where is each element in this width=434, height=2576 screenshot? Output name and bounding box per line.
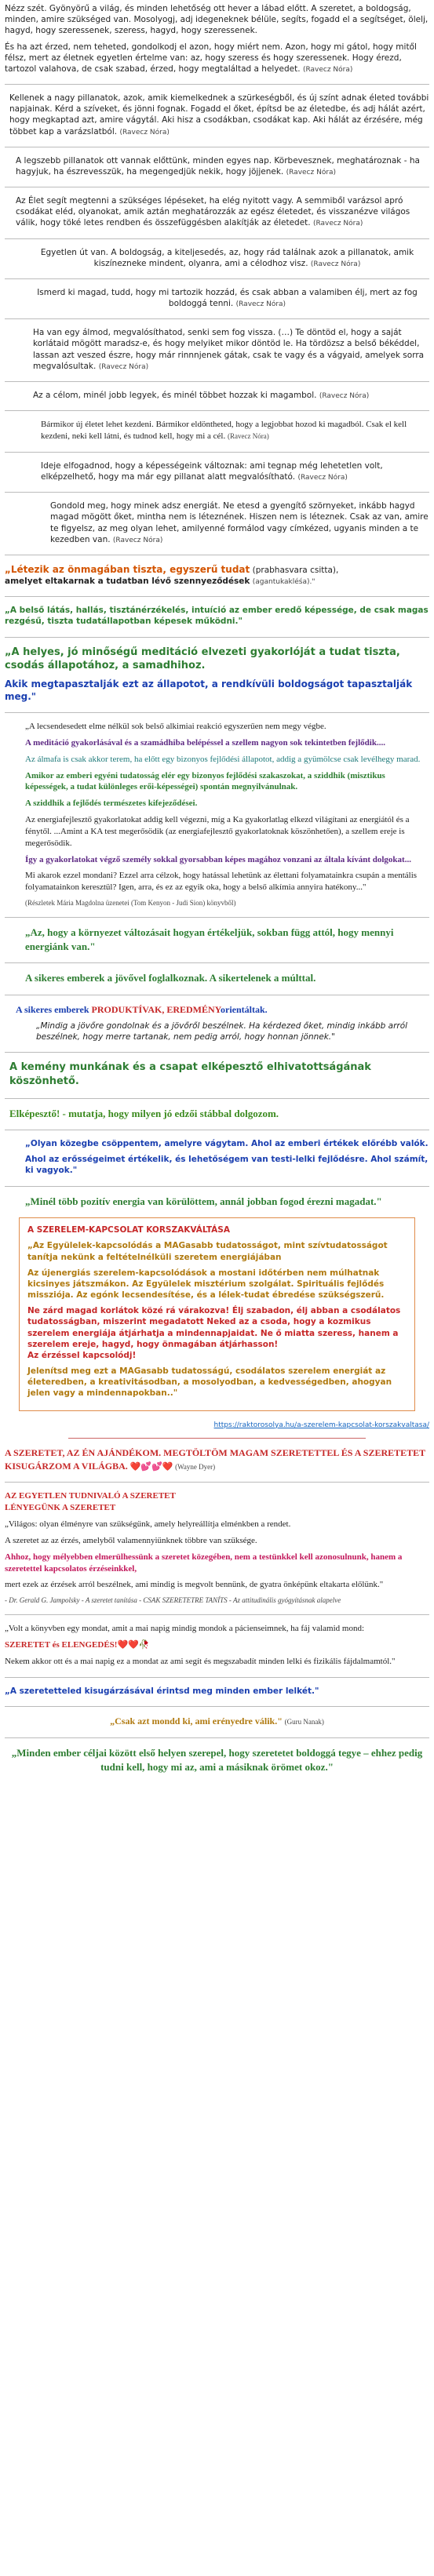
quote-productive bbox=[5, 1003, 429, 1043]
paragraph bbox=[5, 1639, 429, 1651]
paragraph: A sziddhik a fejlődés természetes kifejeződései. bbox=[25, 799, 198, 809]
paragraph-text: Az a célom, minél jobb legyek, és minél többet hozzak ki magambol. bbox=[33, 390, 317, 400]
paragraph bbox=[27, 1305, 407, 1361]
divider bbox=[5, 1482, 429, 1483]
quote-meditation bbox=[5, 646, 429, 703]
paragraph: A meditáció gyakorlásával és a szamádhiba belépéssel a szellem nagyon sok tekintetben fejlődik.... bbox=[25, 737, 385, 748]
section-3 bbox=[5, 155, 429, 177]
quote-inner-vision bbox=[5, 605, 429, 627]
quote-guru-nanak bbox=[5, 1715, 429, 1728]
paragraph bbox=[16, 155, 429, 177]
quote-amazing bbox=[5, 1107, 429, 1121]
section-7 bbox=[5, 327, 429, 372]
source-label: (Ravecz Nóra) bbox=[227, 431, 269, 440]
paragraph-text: Ismerd ki magad, tudd, hogy mi tartozik hozzád, és csak abban a valamiben élj, mert az fog boldoggá tenni. bbox=[37, 287, 418, 309]
box-title: A SZERELEM-KAPCSOLAT KORSZAKVÁLTÁSA bbox=[27, 1225, 230, 1235]
divider bbox=[5, 410, 429, 411]
love-relationship-box bbox=[19, 1217, 415, 1410]
quote-jampolsky bbox=[5, 1490, 429, 1605]
quote-text: „Mindig a jövőre gondolnak és a jövőről beszélnek. Ha kérdezed őket, mindig inkább arról beszélnek, hogy merre tartanak, nem pedig arról, hogy honnan jönnek." bbox=[36, 1021, 408, 1042]
source-link[interactable]: https://raktorosolya.hu/a-szerelem-kapcsolat-korszakvaltasa/ bbox=[213, 1421, 429, 1429]
source-label: (Wayne Dyer) bbox=[175, 1462, 216, 1471]
quote-community bbox=[5, 1138, 429, 1177]
divider bbox=[5, 238, 429, 239]
divider bbox=[5, 712, 429, 713]
source-label: (Ravecz Nóra) bbox=[312, 220, 363, 228]
paragraph bbox=[50, 500, 429, 545]
source-label: - Dr. Gerald G. Jampolsky - A szeretet tanítása - CSAK SZERETETRE TANÍTS - Az attitudinális gyógyításnak alapelve bbox=[5, 1596, 341, 1605]
paragraph bbox=[25, 247, 429, 269]
section-10 bbox=[5, 460, 429, 482]
paragraph: Nézz szét. Gyönyörű a világ, és minden lehetőség ott hever a lábad előtt. A szeretet, a boldogság, minden, amire szükséged van. Mosolyogj, adj idegeneknek bélüle, segíts, fogadd el a segítséget, ölelj, hagyd, hogy szeressenek, szeress, hagyd, hogy szeressenek. bbox=[5, 4, 429, 36]
paragraph bbox=[33, 390, 429, 401]
quote-energy bbox=[5, 926, 429, 953]
source-label: (Ravecz Nóra) bbox=[302, 65, 353, 74]
quote-text: Elképesztő! - mutatja, hogy milyen jó edzői stábbal dolgozom. bbox=[9, 1107, 279, 1119]
source-label: (Ravecz Nóra) bbox=[98, 362, 149, 371]
divider bbox=[5, 917, 429, 918]
source-label: (Guru Nanak) bbox=[284, 1718, 324, 1726]
quote-text: A sikeres emberek a jövővel foglalkoznak. A sikertelenek a múlttal. bbox=[25, 972, 316, 984]
paragraph: „Volt a könyvben egy mondat, amit a mai napig mindig mondok a pácienseimnek, ha fáj valamid mond: bbox=[5, 1624, 365, 1634]
section-8 bbox=[5, 390, 429, 401]
quote-text: „A helyes, jó minőségű meditáció elvezeti gyakorlóját a tudat tiszta, csodás állapotához, a samadhihoz. bbox=[5, 646, 400, 672]
paragraph-text: Az érzéssel kapcsolódj! bbox=[27, 1350, 137, 1360]
quote-radiate-love bbox=[5, 1686, 429, 1697]
quote-text: A sikeres emberek bbox=[16, 1003, 89, 1015]
paragraph-text: Ideje elfogadnod, hogy a képességeink változnak: ami tegnap még lehetetlen volt, elképzelhető, hogy ma már egy pillanat alatt megvalósítható. bbox=[41, 460, 383, 482]
divider bbox=[5, 381, 429, 382]
divider bbox=[5, 318, 429, 319]
divider bbox=[68, 1438, 366, 1439]
quote-text: „Létezik az önmagában tiszta, egyszerű tudat bbox=[5, 563, 250, 575]
quote-text: orientáltak. bbox=[221, 1003, 268, 1015]
divider bbox=[5, 1614, 429, 1615]
paragraph: Jelenítsd meg ezt a MAGasabb tudatosságú, csodálatos szerelem energiát az életeredben, a kreativitásodban, a mosolyodban, a kedvességedben, ahogyan jelen vagy a mindennapokban.." bbox=[27, 1366, 392, 1399]
hearts-icon: ❤️💕💕❤️ bbox=[129, 1461, 173, 1472]
paragraph-text: Bármikor új életet lehet kezdeni. Bármikor eldöntheted, hogy a legjobbat hozod ki magadból. Csak el kell kezdeni, neki kell látni, és tudnod kell, hogy mi a cél. bbox=[41, 420, 407, 441]
paragraph-text: Egyetlen út van. A boldogság, a kiteljesedés, az, hogy rád találnak azok a pillanatok, amik kiszínezneke mindent, olyanra, ami a célodhoz visz. bbox=[40, 247, 414, 268]
paragraph: „A lecsendesedett elme nélkül sok belső alkimiai reakció egyszerűen nem megy végbe. bbox=[25, 722, 326, 732]
section-1 bbox=[5, 3, 429, 75]
divider bbox=[5, 962, 429, 963]
quote-text: PRODUKTÍVAK, EREDMÉNY bbox=[91, 1003, 221, 1015]
heading: AZ EGYETLEN TUDNIVALÓ A SZERETET bbox=[5, 1491, 176, 1501]
source-label: (Ravecz Nóra) bbox=[112, 536, 163, 544]
source-label: (Ravecz Nóra) bbox=[235, 300, 286, 309]
paragraph bbox=[9, 93, 429, 137]
source-label: (Ravecz Nóra) bbox=[119, 128, 170, 136]
divider bbox=[5, 637, 429, 638]
paragraph-text: Ha van egy álmod, megvalósíthatod, senki sem fog vissza. (…) Te döntöd el, hogy a saját korlátaid mögött maradsz-e, és hogy melyiket mikor döntöd le. Ha tördözsz a belső békéddel, lassan azt veszed észre, hogy már rinnnjenek gátak, csak te vagy és a vágyaid, amelyek sorra megvalósultak. bbox=[33, 328, 425, 371]
quote-term: (prabhasvara csitta), bbox=[252, 565, 339, 575]
quote-hard-work bbox=[5, 1061, 429, 1088]
paragraph: Az energiafejlesztő gyakorlatokat addig kell végezni, míg a Ka gyakorlatlag elkezd világítani az energiától és a fénytől. ...Amint a KA test megerősödik (az energiafejlesztő gyakorlatoknak köszönhetően), a szellem ereje is megerősödik. bbox=[25, 815, 410, 848]
paragraph: Nekem akkor ott és a mai napig ez a mondat az ami segít és megszabadít minden lelki és fizikális fájdalmamtól." bbox=[5, 1657, 396, 1667]
source-label: (Ravecz Nóra) bbox=[310, 260, 361, 268]
divider bbox=[5, 1677, 429, 1678]
paragraph bbox=[5, 563, 429, 587]
paragraph bbox=[33, 327, 429, 372]
divider bbox=[5, 1706, 429, 1707]
source-label: (Részletek Mária Magdolna üzenetei (Tom Kenyon - Judi Sion) könyvből) bbox=[25, 899, 236, 908]
paragraph-text: Az Élet segít megtenni a szükséges lépéseket, ha elég nyitott vagy. A semmiből varázsol apró csodákat eléd, olyanokat, amik aztán meghatározzák az egész életedet, és visszanézve világos válik, hogy töké letes rendben és összefüggésben alakítják az életedet. bbox=[16, 196, 410, 228]
paragraph-text: Kellenek a nagy pillanatok, azok, amik kiemelkednek a szürkeségből, és új színt adnak életed további napjainak. Kérd a szíveket, és jönni fognak. Fogadd el őket, építsd be az életedbe, és adj hálát azért, hogy megkaptad azt, amire vágytál. Aki hisz a csodákban, csodákat kap. Aki hálát az érzésére, még többet kap a varázslatból. bbox=[9, 93, 429, 136]
section-6 bbox=[5, 287, 429, 309]
quote-text: amelyet eltakarnak a tudatban lévő szennyeződések bbox=[5, 577, 250, 587]
paragraph: Az újenergiás szerelem-kapcsolódások a mostani időtérben nem múlhatnak kicsinyes játszmákon. Az Együlelek misztérium szolgálat. Spirituális fejlődés missziója. Az egónk lecsendesítése, és a lélek-tudat ébredése szükségszerű. bbox=[27, 1268, 385, 1301]
paragraph: Amikor az emberi egyéni tudatosság elér egy bizonyos fejlődési szakaszokat, a sziddhik (misztikus képességek, a tudat különleges erői-képességei) spontán megnyilvánulnak. bbox=[25, 770, 385, 792]
paragraph-text: És ha azt érzed, nem teheted, gondolkodj el azon, hogy miért nem. Azon, hogy mi gátol, hogy mitől félsz, mert az életnek egyetlen értelme van: az, hogy szeress és hogy szeressenek. Hogy érezd, tartozol valahova, de csak szabad, érzed, hogy megtaláltad a helyedet. bbox=[5, 42, 417, 74]
paragraph-text: Ne zárd magad korlátok közé rá várakozva! Élj szabadon, élj abban a csodálatos tudatosságban, miszerint megadatott Neked az a csoda, hogy a kozmikus szerelem energiája átjárhatja a mindennapjaidat. Ne ő miatta szeress, hanem a szerelem ereje, hagyd, hogy önmagában átjárhasson! bbox=[27, 1306, 401, 1349]
page-content bbox=[5, 3, 429, 1774]
quote-make-happy bbox=[5, 1746, 429, 1774]
hearts-icon: ❤️❤️🥀 bbox=[117, 1640, 150, 1650]
paragraph-text: Gondold meg, hogy minek adsz energiát. Ne etesd a gyengítő szörnyeket, inkább hagyd magad mögött őket, mintha nem is léteznének. Hiszen nem is léteznek. Csak az van, amire te figyelsz, az meg olyan lehet, amilyenné formálod vagy címkézed, ugyanis minden a te kezedben van. bbox=[50, 501, 429, 544]
paragraph: „Az Együlelek-kapcsolódás a MAGasabb tudatosságot, mint szívtudatosságot tanítja nekünk a feltételnélküli szeretem energiájában bbox=[27, 1241, 388, 1262]
paragraph bbox=[41, 419, 429, 442]
quote-text: „A szeretetteled kisugárzásával érintsd meg minden ember lelkét." bbox=[5, 1686, 319, 1696]
section-5 bbox=[5, 247, 429, 269]
paragraph: „Világos: olyan élményre van szükségünk, amely helyreállítja elménkben a rendet. bbox=[5, 1519, 291, 1530]
quote-text: „Olyan közegbe csöppentem, amelyre vágytam. Ahol az emberi értékek előrébb valók. bbox=[25, 1139, 429, 1149]
quote-text: „Az, hogy a környezet változásait hogyan értékeljük, sokban függ attól, hogy mennyi energiánk van." bbox=[25, 926, 394, 952]
paragraph: Az álmafa is csak akkor terem, ha előtt egy bizonyos fejlődési állapotot, addig a gyümölcse csak levélhegy marad. bbox=[25, 754, 421, 764]
quote-maria-magdolna bbox=[5, 721, 429, 908]
divider bbox=[5, 1052, 429, 1053]
quote-text: Ahol az erősségeimet értékelik, és lehetőségem van testi-lelki fejlődésre. Ahol számít, ki vagyok." bbox=[25, 1155, 429, 1176]
quote-text: A SZERETET, AZ ÉN AJÁNDÉKOM. MEGTÖLTÖM MAGAM SZERETETTEL ÉS A SZERETETET KISUGÁRZOM A VILÁGBA. bbox=[5, 1446, 425, 1472]
paragraph bbox=[16, 1003, 429, 1016]
quote-love-gift bbox=[5, 1446, 429, 1473]
quote-text: „Csak azt mondd ki, ami erényedre válik." bbox=[110, 1716, 283, 1727]
paragraph bbox=[5, 42, 429, 75]
heading: LÉNYEGÜNK A SZERETET bbox=[5, 1503, 116, 1513]
paragraph bbox=[25, 287, 429, 309]
divider bbox=[5, 492, 429, 493]
source-label: (Ravecz Nóra) bbox=[286, 168, 337, 176]
source-label: (Ravecz Nóra) bbox=[319, 391, 370, 400]
divider bbox=[5, 84, 429, 85]
divider bbox=[5, 1186, 429, 1187]
divider bbox=[5, 1737, 429, 1738]
quote-text: „A belső látás, hallás, tisztánérzékelés, intuíció az ember eredő képessége, de csak magas rezgésű, tiszta tudatállapotban képesek működni." bbox=[5, 606, 429, 627]
section-9 bbox=[5, 419, 429, 442]
paragraph: Így a gyakorlatokat végző személy sokkal gyorsabban képes magához vonzani az általa kívánt dolgokat... bbox=[25, 854, 411, 864]
quote-text: „Minél több pozitív energia van körülöttem, annál jobban fogod érezni magadat." bbox=[25, 1195, 382, 1207]
quote-text: Akik megtapasztalják ezt az állapotot, a rendkívüli boldogságot tapasztalják meg." bbox=[5, 678, 413, 702]
divider bbox=[5, 278, 429, 279]
paragraph: Ahhoz, hogy mélyebben elmerülhessünk a szeretet közegében, nem a testünkkel kell azonosulnunk, hanem a szeretettel kapcsolatos érzéseinkkel, bbox=[5, 1552, 403, 1574]
section-4 bbox=[5, 195, 429, 229]
source-label: (Ravecz Nóra) bbox=[297, 473, 348, 482]
quote-positive-energy bbox=[5, 1195, 429, 1209]
quote-pure-mind bbox=[5, 563, 429, 587]
paragraph: Mi akarok ezzel mondani? Ezzel arra célzok, hogy hatással lehetünk az élettani folyamatainkra csupán a mentális folyamatainkon keresztül? Igen, arra, és ez az egyik oka, hogy a belső alkímia annyira hatékony..." bbox=[25, 871, 418, 893]
quote-text: A kemény munkának és a csapat elképesztő elhivatottságának köszönhető. bbox=[9, 1061, 371, 1087]
quote-term: (agantukakléśa)." bbox=[252, 578, 315, 587]
quote-text: „Minden ember céljai között első helyen szerepel, hogy szeretetet boldoggá tegye – ehhez pedig tudni kell, hogy mi az, ami a másiknak örömet okoz." bbox=[11, 1746, 423, 1773]
divider bbox=[5, 596, 429, 597]
quote-text: SZERETET és ELENGEDÉS! bbox=[5, 1640, 118, 1650]
quote-release bbox=[5, 1623, 429, 1668]
divider bbox=[5, 1098, 429, 1099]
section-2 bbox=[5, 93, 429, 137]
paragraph bbox=[5, 1446, 429, 1473]
paragraph-text: A legszebb pillanatok ott vannak előttünk, minden egyes nap. Körbevesznek, meghatároznak - ha hagyjuk, ha észrevesszük, ha megengedjük nekik, hogy jöjjenek. bbox=[16, 155, 420, 176]
paragraph: A szeretet az az érzés, amelyből valamennyiünknek többre van szüksége. bbox=[5, 1535, 257, 1545]
paragraph: mert ezek az érzések arról beszélnek, ami mindig is megvolt bennünk, de gyatra önképünk eltakarta előlünk." bbox=[5, 1580, 384, 1590]
paragraph bbox=[16, 195, 429, 229]
section-11 bbox=[5, 500, 429, 545]
divider bbox=[5, 452, 429, 453]
paragraph bbox=[41, 460, 429, 482]
quote-successful-future bbox=[5, 971, 429, 985]
paragraph bbox=[5, 1715, 429, 1728]
